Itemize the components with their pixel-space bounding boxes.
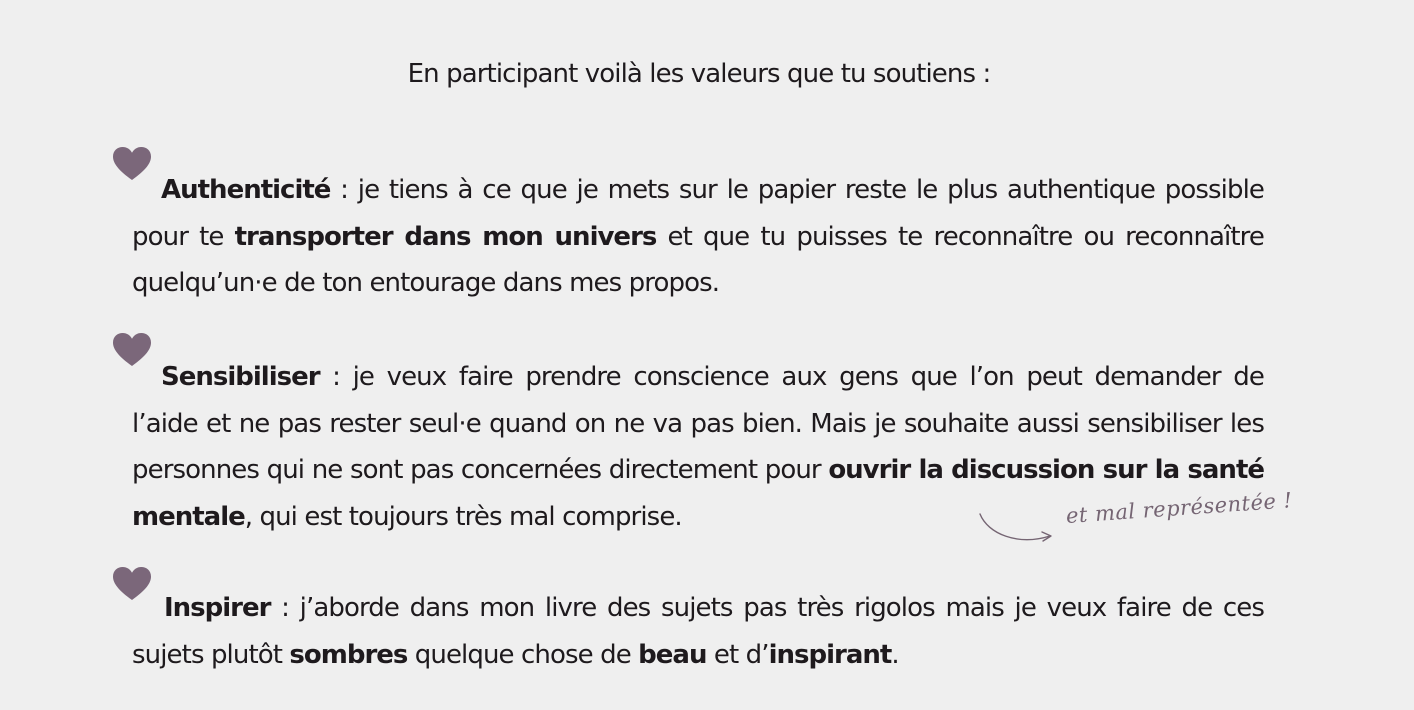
value-emphasis: sombres — [289, 639, 408, 670]
value-emphasis: transporter dans mon univers — [234, 221, 657, 252]
value-emphasis: ouvrir la discussion sur la santé mentale — [132, 455, 1265, 532]
value-text: : j’aborde dans mon livre des sujets pas très rigolos mais je veux faire de ces sujets plutôt — [132, 593, 1264, 670]
handwritten-note: et mal représentée ! — [1065, 488, 1294, 528]
value-text: : je veux faire prendre conscience aux gens que l’on peut demander de l’aide et ne pas rester seul·e quand on ne va pas bien. Mais je souhaite aussi sensibiliser les personnes qui ne sont pas concernées directement pour — [132, 362, 1264, 485]
value-inspirer — [132, 585, 1264, 678]
value-text: et que tu puisses te reconnaître ou reconnaître quelqu’un·e de ton entourage dans mes propos. — [132, 221, 1264, 298]
value-authenticite — [132, 167, 1264, 307]
value-text: et d’ — [706, 639, 769, 670]
value-emphasis: inspirant — [768, 639, 892, 670]
value-emphasis: beau — [638, 639, 707, 670]
value-title: Inspirer — [164, 593, 271, 623]
arrow-icon — [974, 510, 1060, 550]
value-text: , qui est toujours très mal comprise. — [244, 501, 682, 532]
value-text: quelque chose de — [407, 639, 639, 670]
value-title: Authenticité — [161, 175, 331, 205]
intro-text: En participant voilà les valeurs que tu soutiens : — [407, 59, 991, 89]
value-text: . — [891, 639, 899, 670]
value-text: : je tiens à ce que je mets sur le papier reste le plus authentique possible pour te — [132, 175, 1264, 252]
value-title: Sensibiliser — [161, 362, 320, 392]
